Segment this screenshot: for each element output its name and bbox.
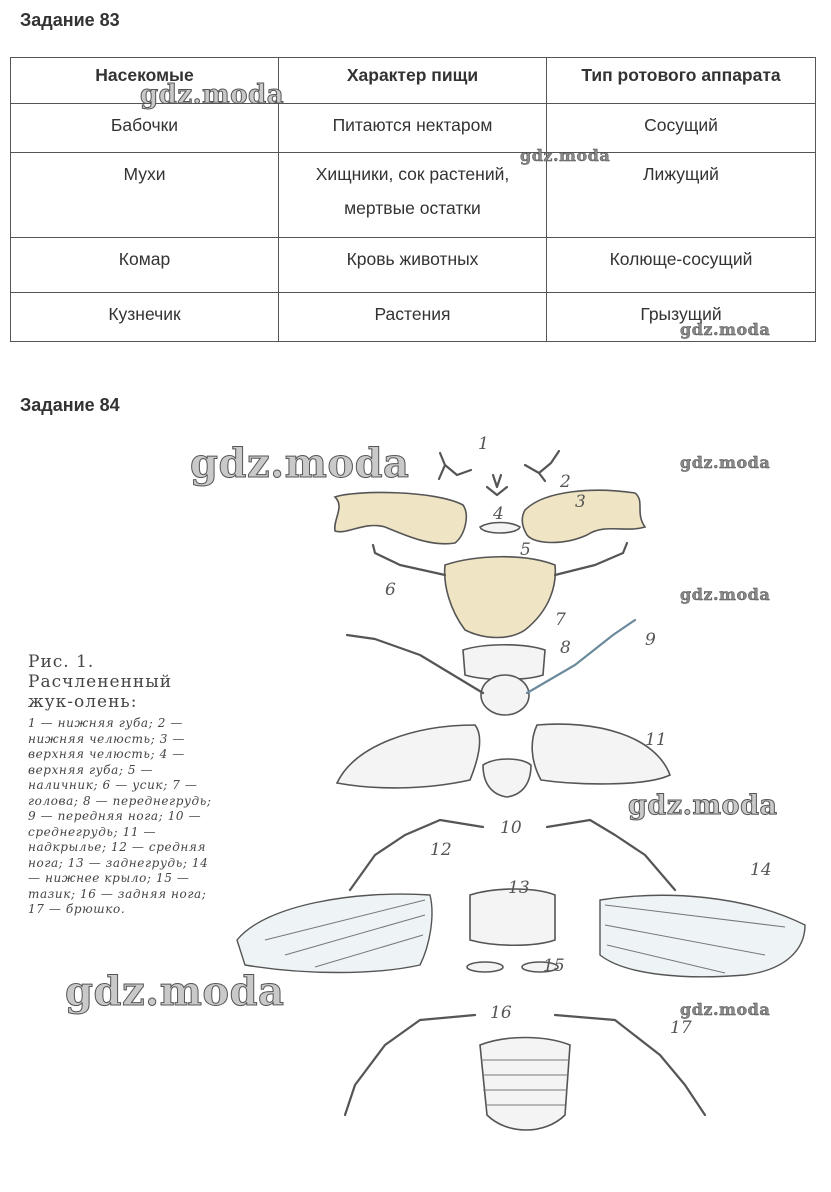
table-row — [11, 104, 816, 153]
hind-wing-right — [600, 895, 805, 976]
watermark: gdz.moda — [680, 1000, 771, 1019]
cell-insect: Бабочки — [11, 104, 279, 153]
mesothorax — [483, 759, 531, 797]
abdomen — [480, 1038, 570, 1131]
figure-number-4: 4 — [493, 504, 504, 524]
elytron-left — [337, 725, 480, 788]
watermark: gdz.moda — [140, 80, 285, 110]
cell-mouthparts: Сосущий — [547, 104, 816, 153]
figure-number-13: 13 — [508, 878, 530, 898]
figure-number-11: 11 — [645, 730, 667, 750]
figure-number-14: 14 — [750, 860, 772, 880]
middle-leg-right — [547, 820, 675, 890]
cell-mouthparts: Лижущий — [547, 153, 816, 238]
figure-number-6: 6 — [385, 580, 396, 600]
figure-number-16: 16 — [490, 1003, 512, 1023]
maxilla-right — [525, 451, 559, 481]
cell-food: Растения — [279, 293, 547, 342]
table-row — [11, 238, 816, 293]
watermark: gdz.moda — [628, 790, 778, 821]
cell-mouthparts: Грызущий — [547, 293, 816, 342]
figure-caption-title: Рис. 1. Расчлененный жук-олень: — [28, 652, 173, 712]
figure-number-9: 9 — [645, 630, 656, 650]
cell-insect: Мухи — [11, 153, 279, 238]
figure-number-2: 2 — [560, 472, 571, 492]
figure-number-7: 7 — [555, 610, 566, 630]
antenna-left — [373, 545, 445, 575]
cell-insect: Комар — [11, 238, 279, 293]
figure-number-3: 3 — [575, 492, 586, 512]
figure-number-17: 17 — [670, 1018, 692, 1038]
task-83-table — [10, 57, 816, 342]
head — [445, 557, 556, 638]
column-header-insects: Насекомые — [11, 58, 279, 104]
figure-number-15: 15 — [543, 956, 565, 976]
figure-number-10: 10 — [500, 818, 522, 838]
figure-caption-legend: 1 — нижняя губа; 2 — нижняя челюсть; 3 — верхняя челюсть; 4 — верхняя губа; 5 — наличник; 6 — усик; 7 — голова; 8 — переднегрудь; 9 — передняя нога; 10 — среднегрудь; 11 — надкрылье; 12 — средняя нога; 13 — заднегрудь; 14 — нижнее крыло; 15 — тазик; 16 — задняя нога; 17 — брюшко. — [28, 716, 212, 916]
cell-food: Хищники, сок растений, мертвые остатки — [279, 153, 547, 238]
hind-leg-left — [345, 1015, 475, 1115]
watermark: gdz.moda — [520, 146, 611, 165]
cell-mouthparts: Колюще-сосущий — [547, 238, 816, 293]
watermark: gdz.moda — [65, 968, 285, 1015]
task-84-title: Задание 84 — [20, 395, 120, 415]
prothorax-ring — [481, 675, 529, 715]
cell-food: Питаются нектаром — [279, 104, 547, 153]
figure-number-8: 8 — [560, 638, 571, 658]
mandible-left — [335, 492, 466, 543]
column-header-mouthparts: Тип ротового аппарата — [547, 58, 816, 104]
cell-food: Кровь животных — [279, 238, 547, 293]
cell-insect: Кузнечик — [11, 293, 279, 342]
middle-leg-left — [350, 820, 483, 890]
watermark: gdz.moda — [190, 440, 410, 487]
figure-number-12: 12 — [430, 840, 452, 860]
task-83-title: Задание 83 — [20, 10, 120, 30]
maxilla-left — [439, 453, 471, 479]
upper-lip — [480, 523, 520, 534]
figure-caption — [28, 652, 218, 918]
table-header-row — [11, 58, 816, 104]
foreleg-left — [347, 635, 483, 693]
table-row — [11, 153, 816, 238]
figure-number-1: 1 — [478, 435, 489, 454]
antenna-right — [555, 543, 627, 575]
lower-lip — [487, 475, 507, 495]
watermark: gdz.moda — [680, 320, 771, 339]
watermark: gdz.moda — [680, 453, 771, 472]
figure-number-5: 5 — [520, 540, 531, 560]
watermark: gdz.moda — [680, 585, 771, 604]
column-header-food: Характер пищи — [279, 58, 547, 104]
coxa-left — [467, 962, 503, 972]
